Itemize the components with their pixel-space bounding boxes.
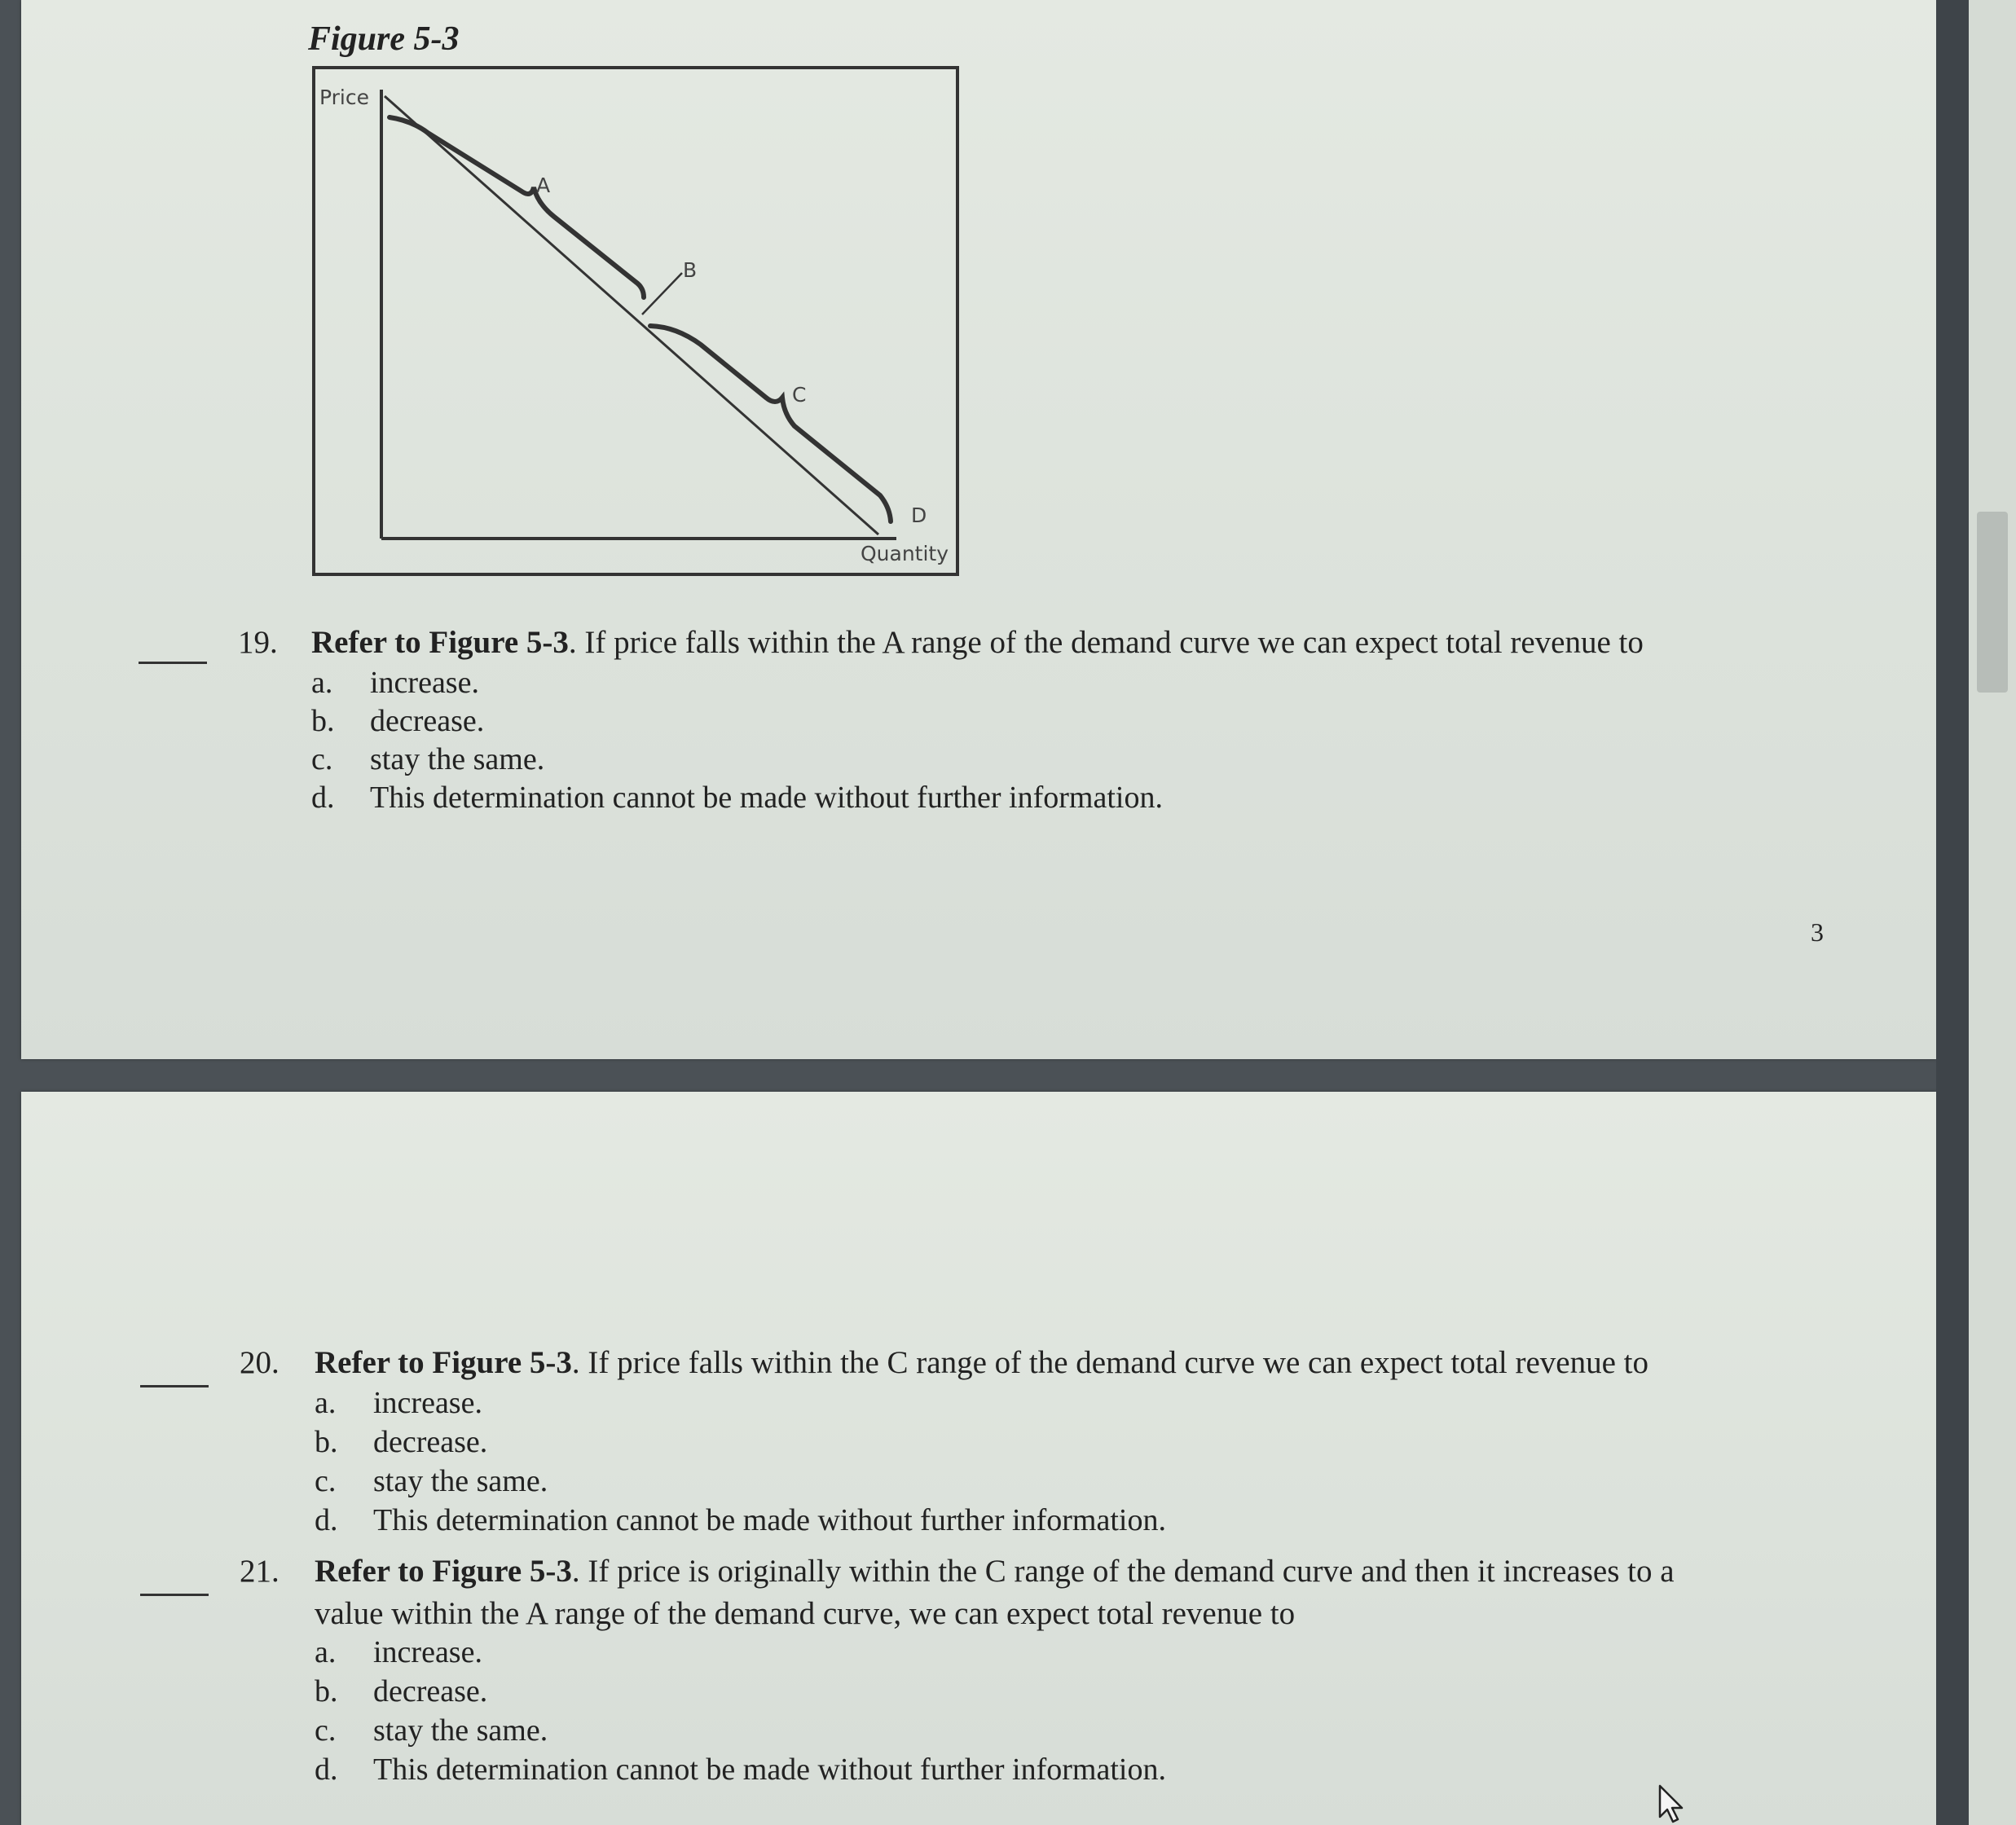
question-20 <box>240 1343 280 1383</box>
option-label: increase. <box>370 666 479 700</box>
x-axis-label: Quantity <box>861 542 949 565</box>
question-body: . If price falls within the C range of the demand curve we can expect total revenue to <box>571 1345 1648 1380</box>
option-letter: c. <box>315 1713 337 1748</box>
option-label: This determination cannot be made without further information. <box>373 1752 1166 1787</box>
question-21 <box>240 1551 280 1591</box>
question-body: . If price is originally within the C range of the demand curve and then it increases to a <box>571 1554 1675 1589</box>
option-21-d[interactable] <box>315 1752 1166 1788</box>
option-letter: d. <box>315 1752 338 1787</box>
option-20-a[interactable] <box>315 1385 482 1421</box>
demand-curve-line <box>385 96 878 534</box>
option-letter: d. <box>315 1503 338 1537</box>
option-label: This determination cannot be made without further information. <box>370 781 1163 815</box>
option-label: increase. <box>373 1635 482 1669</box>
option-letter: a. <box>311 666 333 700</box>
option-19-b[interactable] <box>311 703 484 739</box>
question-20-text <box>315 1343 1648 1383</box>
demand-curve-figure <box>310 64 962 578</box>
option-letter: b. <box>315 1425 338 1459</box>
question-lead: Refer to Figure 5-3 <box>315 1554 572 1589</box>
demand-curve-label: D <box>911 504 927 527</box>
question-number: 19. <box>238 625 278 660</box>
window-divider <box>1936 0 1969 1825</box>
option-20-b[interactable] <box>315 1424 487 1460</box>
question-21-text-line2: value within the A range of the demand curve, we can expect total revenue to <box>315 1596 1296 1631</box>
option-label: decrease. <box>370 704 485 738</box>
option-21-b[interactable] <box>315 1673 487 1709</box>
option-label: decrease. <box>373 1674 488 1708</box>
option-label: stay the same. <box>370 742 545 776</box>
option-letter: b. <box>315 1674 338 1708</box>
mouse-pointer-icon <box>1657 1784 1690 1825</box>
range-c-bracket <box>650 326 891 521</box>
option-19-a[interactable] <box>311 665 479 701</box>
answer-blank-20[interactable] <box>140 1385 209 1387</box>
option-label: increase. <box>373 1386 482 1420</box>
range-a-bracket <box>390 117 644 297</box>
option-20-c[interactable] <box>315 1463 548 1499</box>
document-page-2 <box>21 1092 1936 1825</box>
question-19 <box>238 622 278 662</box>
range-a-label: A <box>536 174 551 197</box>
option-letter: a. <box>315 1635 337 1669</box>
question-number: 21. <box>240 1554 280 1589</box>
range-c-label: C <box>792 383 807 407</box>
option-21-a[interactable] <box>315 1634 482 1670</box>
option-19-d[interactable] <box>311 780 1163 816</box>
option-letter: c. <box>315 1464 337 1498</box>
page-number: 3 <box>1811 917 1824 947</box>
scrollbar-track[interactable] <box>1969 0 2016 1825</box>
answer-blank-21[interactable] <box>140 1594 209 1596</box>
question-19-text <box>311 622 1644 662</box>
question-number: 20. <box>240 1345 280 1380</box>
option-letter: d. <box>311 781 335 815</box>
question-lead: Refer to Figure 5-3 <box>311 625 569 660</box>
option-label: stay the same. <box>373 1713 548 1748</box>
option-letter: c. <box>311 742 333 776</box>
option-label: stay the same. <box>373 1464 548 1498</box>
y-axis-label: Price <box>319 86 369 109</box>
option-20-d[interactable] <box>315 1502 1166 1538</box>
scrollbar-thumb[interactable] <box>1977 512 2008 693</box>
question-body: . If price falls within the A range of the demand curve we can expect total revenue to <box>568 625 1644 660</box>
answer-blank-19[interactable] <box>139 662 207 664</box>
range-b-label: B <box>683 258 698 282</box>
question-lead: Refer to Figure 5-3 <box>315 1345 572 1380</box>
option-letter: a. <box>315 1386 337 1420</box>
option-19-c[interactable] <box>311 741 544 777</box>
range-b-pointer <box>642 273 682 314</box>
option-label: decrease. <box>373 1425 488 1459</box>
figure-title: Figure 5-3 <box>308 20 460 58</box>
document-page-1 <box>21 0 1936 1059</box>
question-21-text <box>315 1551 1675 1591</box>
option-label: This determination cannot be made without further information. <box>373 1503 1166 1537</box>
option-letter: b. <box>311 704 335 738</box>
figure-frame <box>314 68 957 574</box>
option-21-c[interactable] <box>315 1713 548 1748</box>
